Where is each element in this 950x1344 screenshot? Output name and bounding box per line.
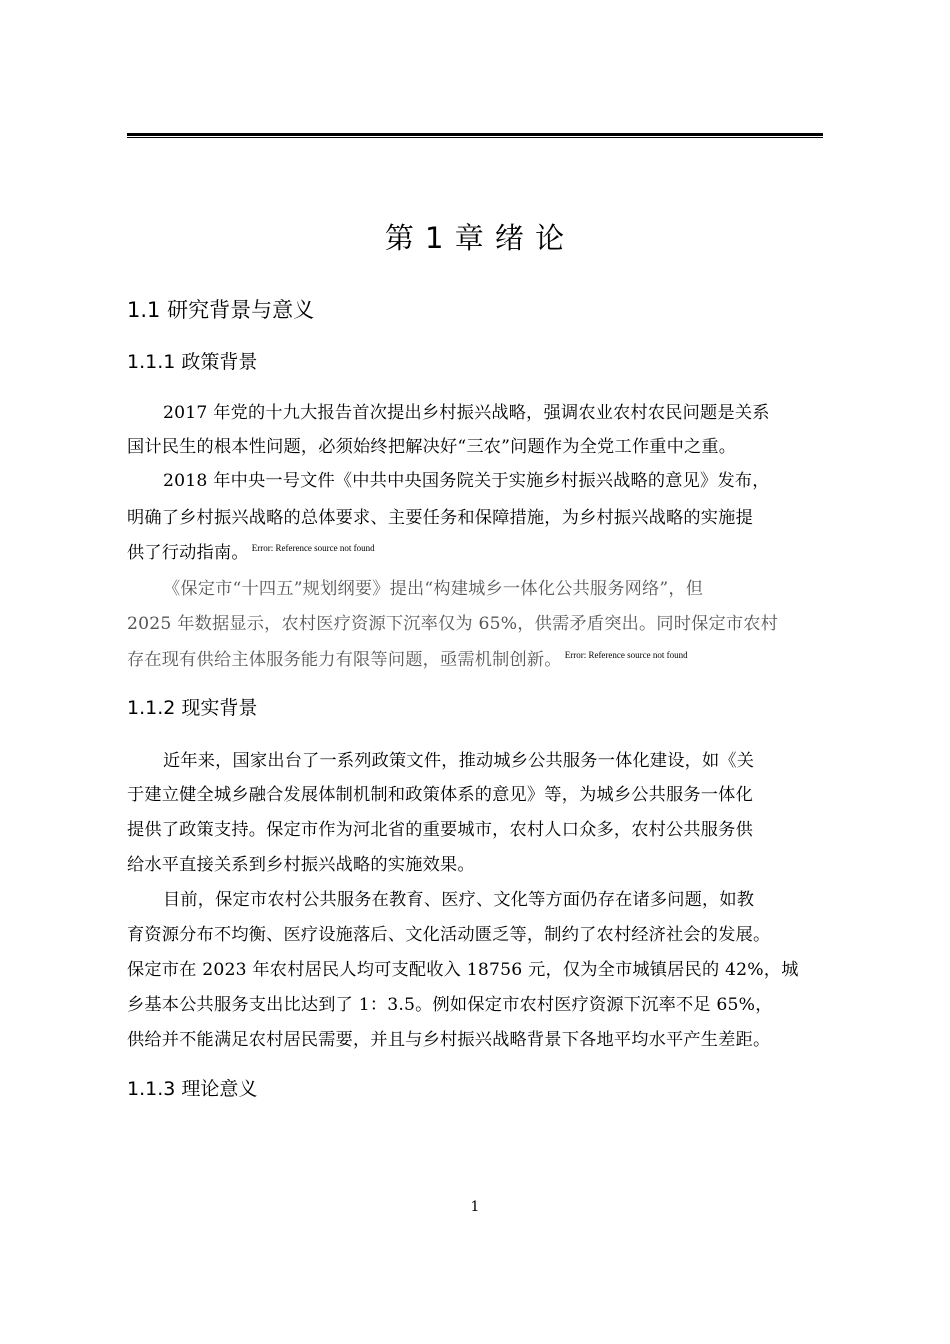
paragraph-line-with-ref — [127, 538, 375, 563]
subsection-heading-theory: 1.1.3 理论意义 — [127, 1078, 258, 1100]
section-heading: 1.1 研究背景与意义 — [127, 298, 315, 322]
reference-error: Error: Reference source not found — [564, 650, 688, 660]
paragraph-line: 保定市在 2023 年农村居民人均可支配收入 18756 元，仅为全市城镇居民的 42%，城 — [127, 960, 799, 980]
reference-error: Error: Reference source not found — [251, 543, 375, 553]
paragraph-text: 存在现有供给主体服务能力有限等问题，亟需机制创新。 — [127, 650, 562, 670]
paragraph-line: 给水平直接关系到乡村振兴战略的实施效果。 — [127, 855, 475, 875]
paragraph-line: 国计民生的根本性问题，必须始终把解决好“三农”问题作为全党工作重中之重。 — [127, 437, 737, 457]
paragraph-line: 2018 年中央一号文件《中共中央国务院关于实施乡村振兴战略的意见》发布， — [163, 471, 770, 491]
paragraph-text: 供了行动指南。 — [127, 543, 249, 563]
paragraph-line: 2017 年党的十九大报告首次提出乡村振兴战略，强调农业农村农民问题是关系 — [163, 403, 770, 423]
paragraph-line: 乡基本公共服务支出比达到了 1：3.5。例如保定市农村医疗资源下沉率不足 65%， — [127, 995, 773, 1015]
paragraph-line: 2025 年数据显示，农村医疗资源下沉率仅为 65%，供需矛盾突出。同时保定市农村 — [127, 614, 779, 634]
paragraph-line-with-ref — [127, 645, 688, 670]
chapter-title: 第 1 章 绪 论 — [384, 221, 566, 255]
subsection-heading-policy: 1.1.1 政策背景 — [127, 351, 258, 373]
paragraph-line: 提供了政策支持。保定市作为河北省的重要城市，农村人口众多，农村公共服务供 — [127, 820, 753, 840]
page-number: 1 — [470, 1199, 480, 1215]
paragraph-line: 育资源分布不均衡、医疗设施落后、文化活动匮乏等，制约了农村经济社会的发展。 — [127, 925, 771, 945]
paragraph-line: 目前，保定市农村公共服务在教育、医疗、文化等方面仍存在诸多问题，如教 — [163, 890, 755, 910]
subsection-heading-reality: 1.1.2 现实背景 — [127, 697, 258, 719]
paragraph-line: 于建立健全城乡融合发展体制机制和政策体系的意见》等，为城乡公共服务一体化 — [127, 785, 753, 805]
paragraph-line: 明确了乡村振兴战略的总体要求、主要任务和保障措施，为乡村振兴战略的实施提 — [127, 508, 753, 528]
header-rule — [127, 133, 823, 138]
paragraph-line: 供给并不能满足农村居民需要，并且与乡村振兴战略背景下各地平均水平产生差距。 — [127, 1030, 771, 1050]
paragraph-line: 《保定市“十四五”规划纲要》提出“构建城乡一体化公共服务网络”，但 — [163, 579, 704, 599]
paragraph-line: 近年来，国家出台了一系列政策文件，推动城乡公共服务一体化建设，如《关 — [163, 751, 755, 771]
